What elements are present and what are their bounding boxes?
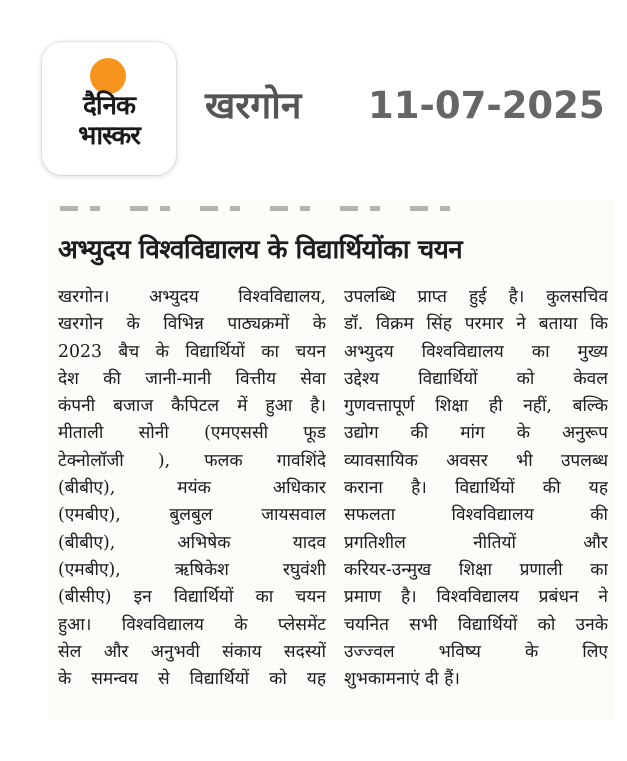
text-line: चयनित सभी विद्यार्थियों को उनके (344, 614, 608, 635)
text-line: (बीसीए) इन विद्यार्थियों का चयन (58, 587, 326, 608)
text-line: के समन्वय से विद्यार्थियों को यह (58, 669, 326, 690)
text-line: उद्योग की मांग के अनुरूप (344, 423, 608, 444)
dainik-bhaskar-logo (42, 42, 176, 175)
text-line: अभ्युदय विश्वविद्यालय का मुख्य (344, 341, 608, 362)
text-line: उज्ज्वल भविष्य के लिए (344, 641, 608, 662)
clipping-cut-edge (60, 206, 474, 211)
article-column-right (344, 284, 608, 693)
text-line: गुणवत्तापूर्ण शिक्षा ही नहीं, बल्कि (344, 396, 608, 417)
logo-text-line2: भास्कर (78, 121, 140, 151)
text-line: मीताली सोनी (एमएससी फूड (58, 423, 326, 444)
article-column-left (58, 284, 326, 693)
text-line: प्रगतिशील नीतियों और (344, 532, 608, 553)
text-line: उद्देश्य विद्यार्थियों को केवल (344, 368, 608, 389)
text-line: कंपनी बजाज कैपिटल में हुआ है। (58, 396, 326, 417)
text-line: खरगोन के विभिन्न पाठ्यक्रमों के (58, 314, 326, 335)
text-line: प्रमाण है। विश्वविद्यालय प्रबंधन ने (344, 587, 608, 608)
text-line: (बीबीए), अभिषेक यादव (58, 532, 326, 553)
text-line: सफलता विश्वविद्यालय की (344, 505, 608, 526)
text-line: करियर-उन्मुख शिक्षा प्रणाली का (344, 559, 608, 580)
sun-icon (90, 58, 126, 94)
text-line: टेक्नोलॉजी ), फलक गावशिंदे (58, 450, 326, 471)
text-line: (बीबीए), मयंक अधिकार (58, 478, 326, 499)
edition-date: 11-07-2025 (368, 84, 605, 127)
text-line: 2023 बैच के विद्यार्थियों का चयन (58, 341, 326, 362)
text-line: (एमबीए), ऋषिकेश रघुवंशी (58, 559, 326, 580)
text-line: (एमबीए), बुलबुल जायसवाल (58, 505, 326, 526)
text-line: व्यावसायिक अवसर भी उपलब्ध (344, 450, 608, 471)
text-line: खरगोन। अभ्युदय विश्वविद्यालय, (58, 287, 326, 307)
text-line: डॉ. विक्रम सिंह परमार ने बताया कि (344, 314, 608, 335)
logo-text-line1: दैनिक (83, 91, 135, 121)
article-headline: अभ्युदय विश्वविद्यालय के विद्यार्थियोंका चयन (58, 235, 463, 265)
text-line: सेल और अनुभवी संकाय सदस्यों (58, 641, 326, 662)
text-line: कराना है। विद्यार्थियों की यह (344, 478, 608, 499)
text-line: शुभकामनाएं दी हैं। (344, 669, 460, 690)
text-line: हुआ। विश्वविद्यालय के प्लेसमेंट (58, 614, 326, 635)
news-clipping (48, 200, 614, 720)
text-line: उपलब्धि प्राप्त हुई है। कुलसचिव (344, 287, 608, 307)
text-line: देश की जानी-मानी वित्तीय सेवा (58, 368, 326, 389)
edition-city: खरगोन (205, 84, 302, 127)
